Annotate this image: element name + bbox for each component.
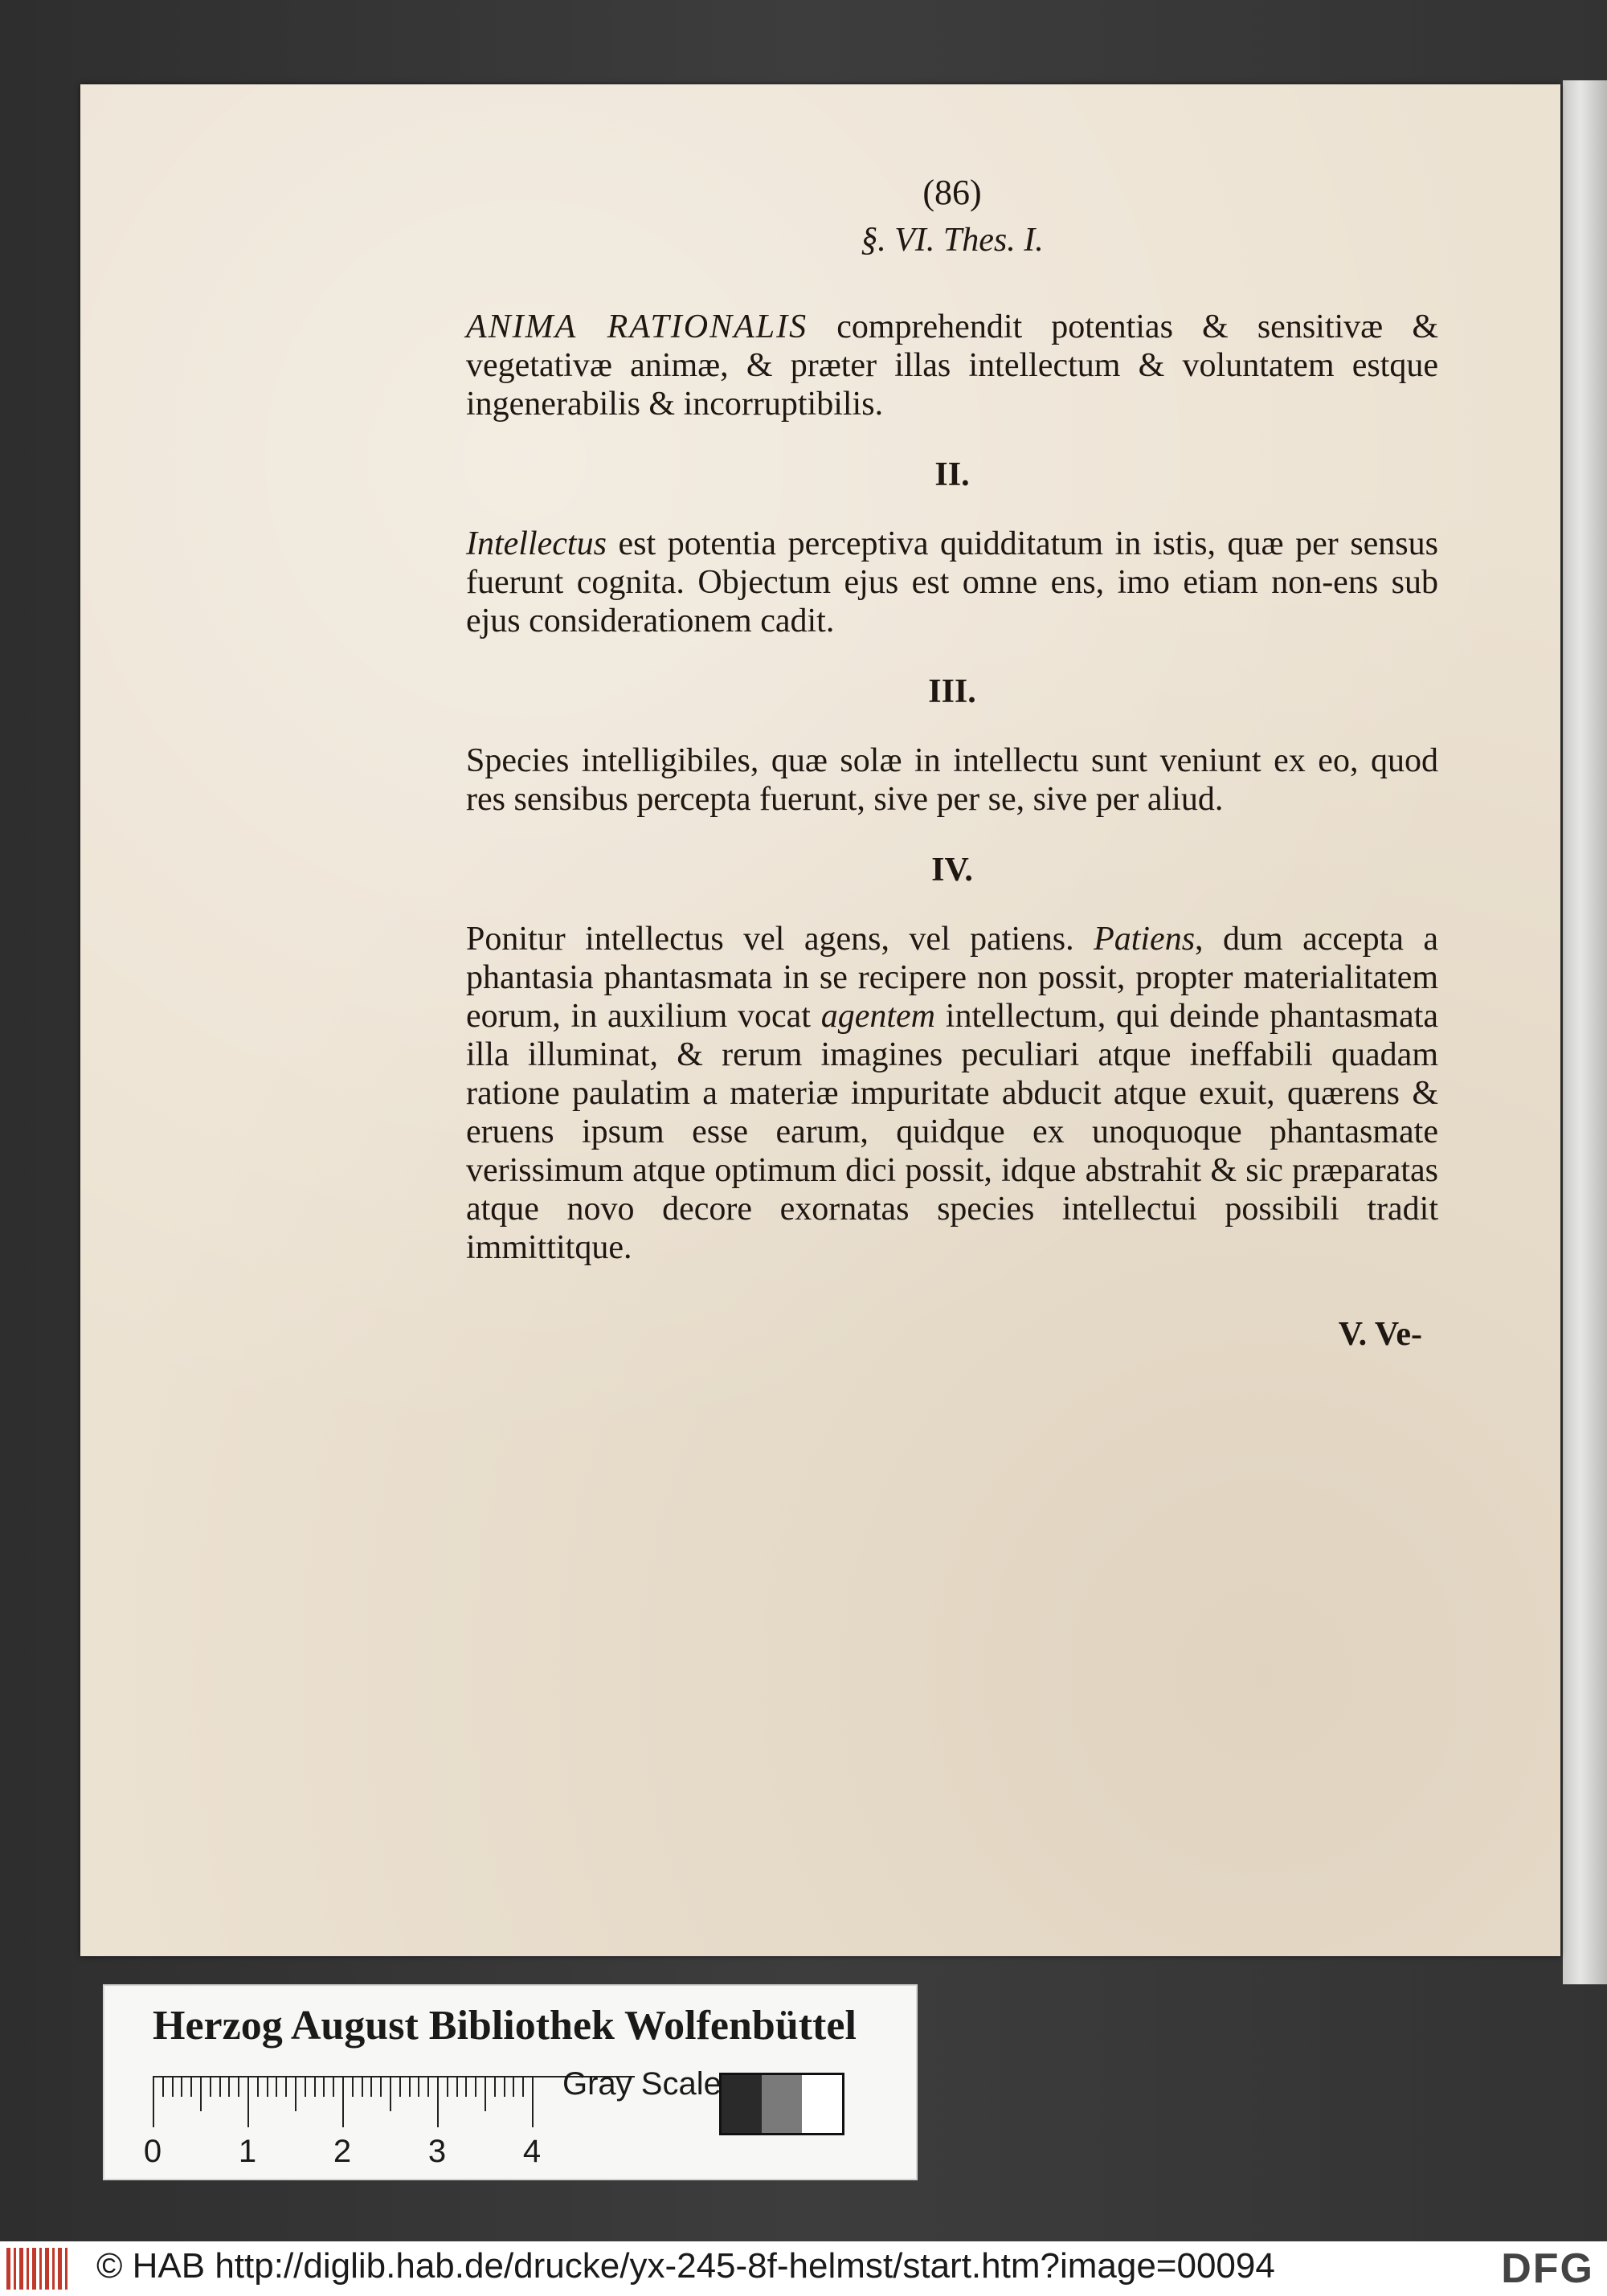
ruler-tick	[447, 2076, 448, 2097]
ruler-tick	[532, 2076, 534, 2127]
library-label-card	[103, 1984, 918, 2180]
ruler-tick	[276, 2076, 277, 2097]
ruler-tick	[370, 2076, 372, 2097]
gray-swatch-mid	[762, 2075, 802, 2133]
gray-scale-label: Gray Scale	[562, 2066, 722, 2102]
ruler-tick	[513, 2076, 514, 2097]
ruler-tick	[409, 2076, 411, 2097]
thesis-4-number: IV.	[931, 852, 973, 889]
ruler-tick	[153, 2076, 154, 2127]
thesis-4-paragraph	[466, 920, 1438, 1267]
dfg-logo: DFG	[1501, 2245, 1594, 2292]
ruler-tick	[333, 2076, 334, 2097]
page-number: (86)	[922, 173, 982, 212]
ruler-number: 1	[238, 2134, 257, 2169]
ruler-tick	[314, 2076, 316, 2097]
ruler-tick	[323, 2076, 325, 2097]
ruler-tick	[475, 2076, 476, 2097]
thesis-1-lead: ANIMA RATIONALIS	[466, 308, 808, 345]
ruler-number: 0	[143, 2134, 162, 2169]
ruler-tick	[352, 2076, 354, 2097]
ruler-tick	[305, 2076, 306, 2097]
ruler-tick	[267, 2076, 268, 2097]
thesis-2-number: II.	[934, 456, 970, 493]
ruler-tick	[342, 2076, 344, 2127]
thesis-4-italic-a: Patiens	[1094, 921, 1196, 958]
thesis-4-text-a: Ponitur intellectus vel agens, vel patiens.	[466, 921, 1094, 958]
ruler-tick	[418, 2076, 419, 2097]
ruler-tick	[362, 2076, 363, 2097]
gray-swatch-dark	[722, 2075, 762, 2133]
ruler-tick	[456, 2076, 458, 2097]
ruler-tick	[228, 2076, 230, 2097]
ruler-tick	[437, 2076, 439, 2127]
ruler-tick	[238, 2076, 239, 2097]
library-name: Herzog August Bibliothek Wolfenbüttel	[153, 2003, 857, 2049]
ruler-tick	[162, 2076, 164, 2097]
ruler-tick	[380, 2076, 382, 2097]
ruler-tick	[465, 2076, 467, 2097]
ruler-tick	[390, 2076, 391, 2111]
ruler-tick	[504, 2076, 505, 2097]
ruler-tick	[247, 2076, 249, 2127]
ruler-tick	[522, 2076, 524, 2097]
ruler-tick	[427, 2076, 429, 2097]
thesis-1-paragraph	[466, 308, 1438, 423]
ruler-tick	[295, 2076, 296, 2111]
hab-barcode-icon	[6, 2248, 67, 2290]
ruler-tick	[257, 2076, 259, 2097]
section-heading: §. VI. Thes. I.	[861, 222, 1044, 259]
book-page	[80, 84, 1560, 1956]
thesis-2-lead: Intellectus	[466, 525, 607, 562]
ruler-tick	[190, 2076, 192, 2097]
ruler-tick	[210, 2076, 211, 2097]
ruler-number: 2	[333, 2134, 352, 2169]
page-text	[466, 169, 1438, 1354]
ruler-tick	[181, 2076, 182, 2097]
thesis-2-paragraph	[466, 525, 1438, 640]
gray-scale-swatch	[719, 2073, 844, 2135]
ruler-number: 4	[522, 2134, 542, 2169]
footer-bar	[0, 2241, 1607, 2296]
thesis-4-text-c: intellectum, qui deinde phantasmata illa illuminat, & rerum imagines peculiari atque ineffabili quadam ratione paulatim a materiæ impuritate abducit atque exuit, quærens & eruens ipsum esse earum, quidque ex unoquoque phantasmate verissimum atque optimum dici possit, idque abstrahit & sic præparatas atque novo decore exornatas species intellectui possibili tradit immittitque.	[466, 998, 1438, 1266]
adjacent-page-edge	[1563, 80, 1607, 1984]
ruler-tick	[172, 2076, 174, 2097]
thesis-2-text: est potentia perceptiva quidditatum in istis, quæ per sensus fuerunt cognita. Objectum ejus est omne ens, imo etiam non-ens sub ejus considerationem cadit.	[466, 525, 1438, 639]
ruler-tick	[200, 2076, 202, 2111]
ruler-tick	[494, 2076, 496, 2097]
thesis-4-text-b: , dum accepta a phantasia phantasmata in se recipere non possit, propter materialitatem eorum, in auxilium vocat	[466, 921, 1439, 1035]
copyright-url: © HAB http://diglib.hab.de/drucke/yx-245-8f-helmst/start.htm?image=00094	[96, 2246, 1275, 2286]
ruler-tick	[219, 2076, 221, 2097]
thesis-1-text: comprehendit potentias & sensitivæ & vegetativæ animæ, & præter illas intellectum & voluntatem estque ingenerabilis & incorruptibilis.	[466, 308, 1438, 423]
thesis-4-italic-b: agentem	[820, 998, 936, 1035]
ruler-tick	[285, 2076, 287, 2097]
ruler-tick	[399, 2076, 401, 2097]
catchword: V. Ve-	[1338, 1316, 1422, 1353]
gray-swatch-white	[802, 2075, 842, 2133]
ruler-tick	[485, 2076, 486, 2111]
ruler-number: 3	[427, 2134, 447, 2169]
thesis-3-number: III.	[928, 673, 976, 710]
thesis-3-paragraph: Species intelligibiles, quæ solæ in intellectu sunt veniunt ex eo, quod res sensibus percepta fuerunt, sive per se, sive per aliud.	[466, 742, 1438, 818]
